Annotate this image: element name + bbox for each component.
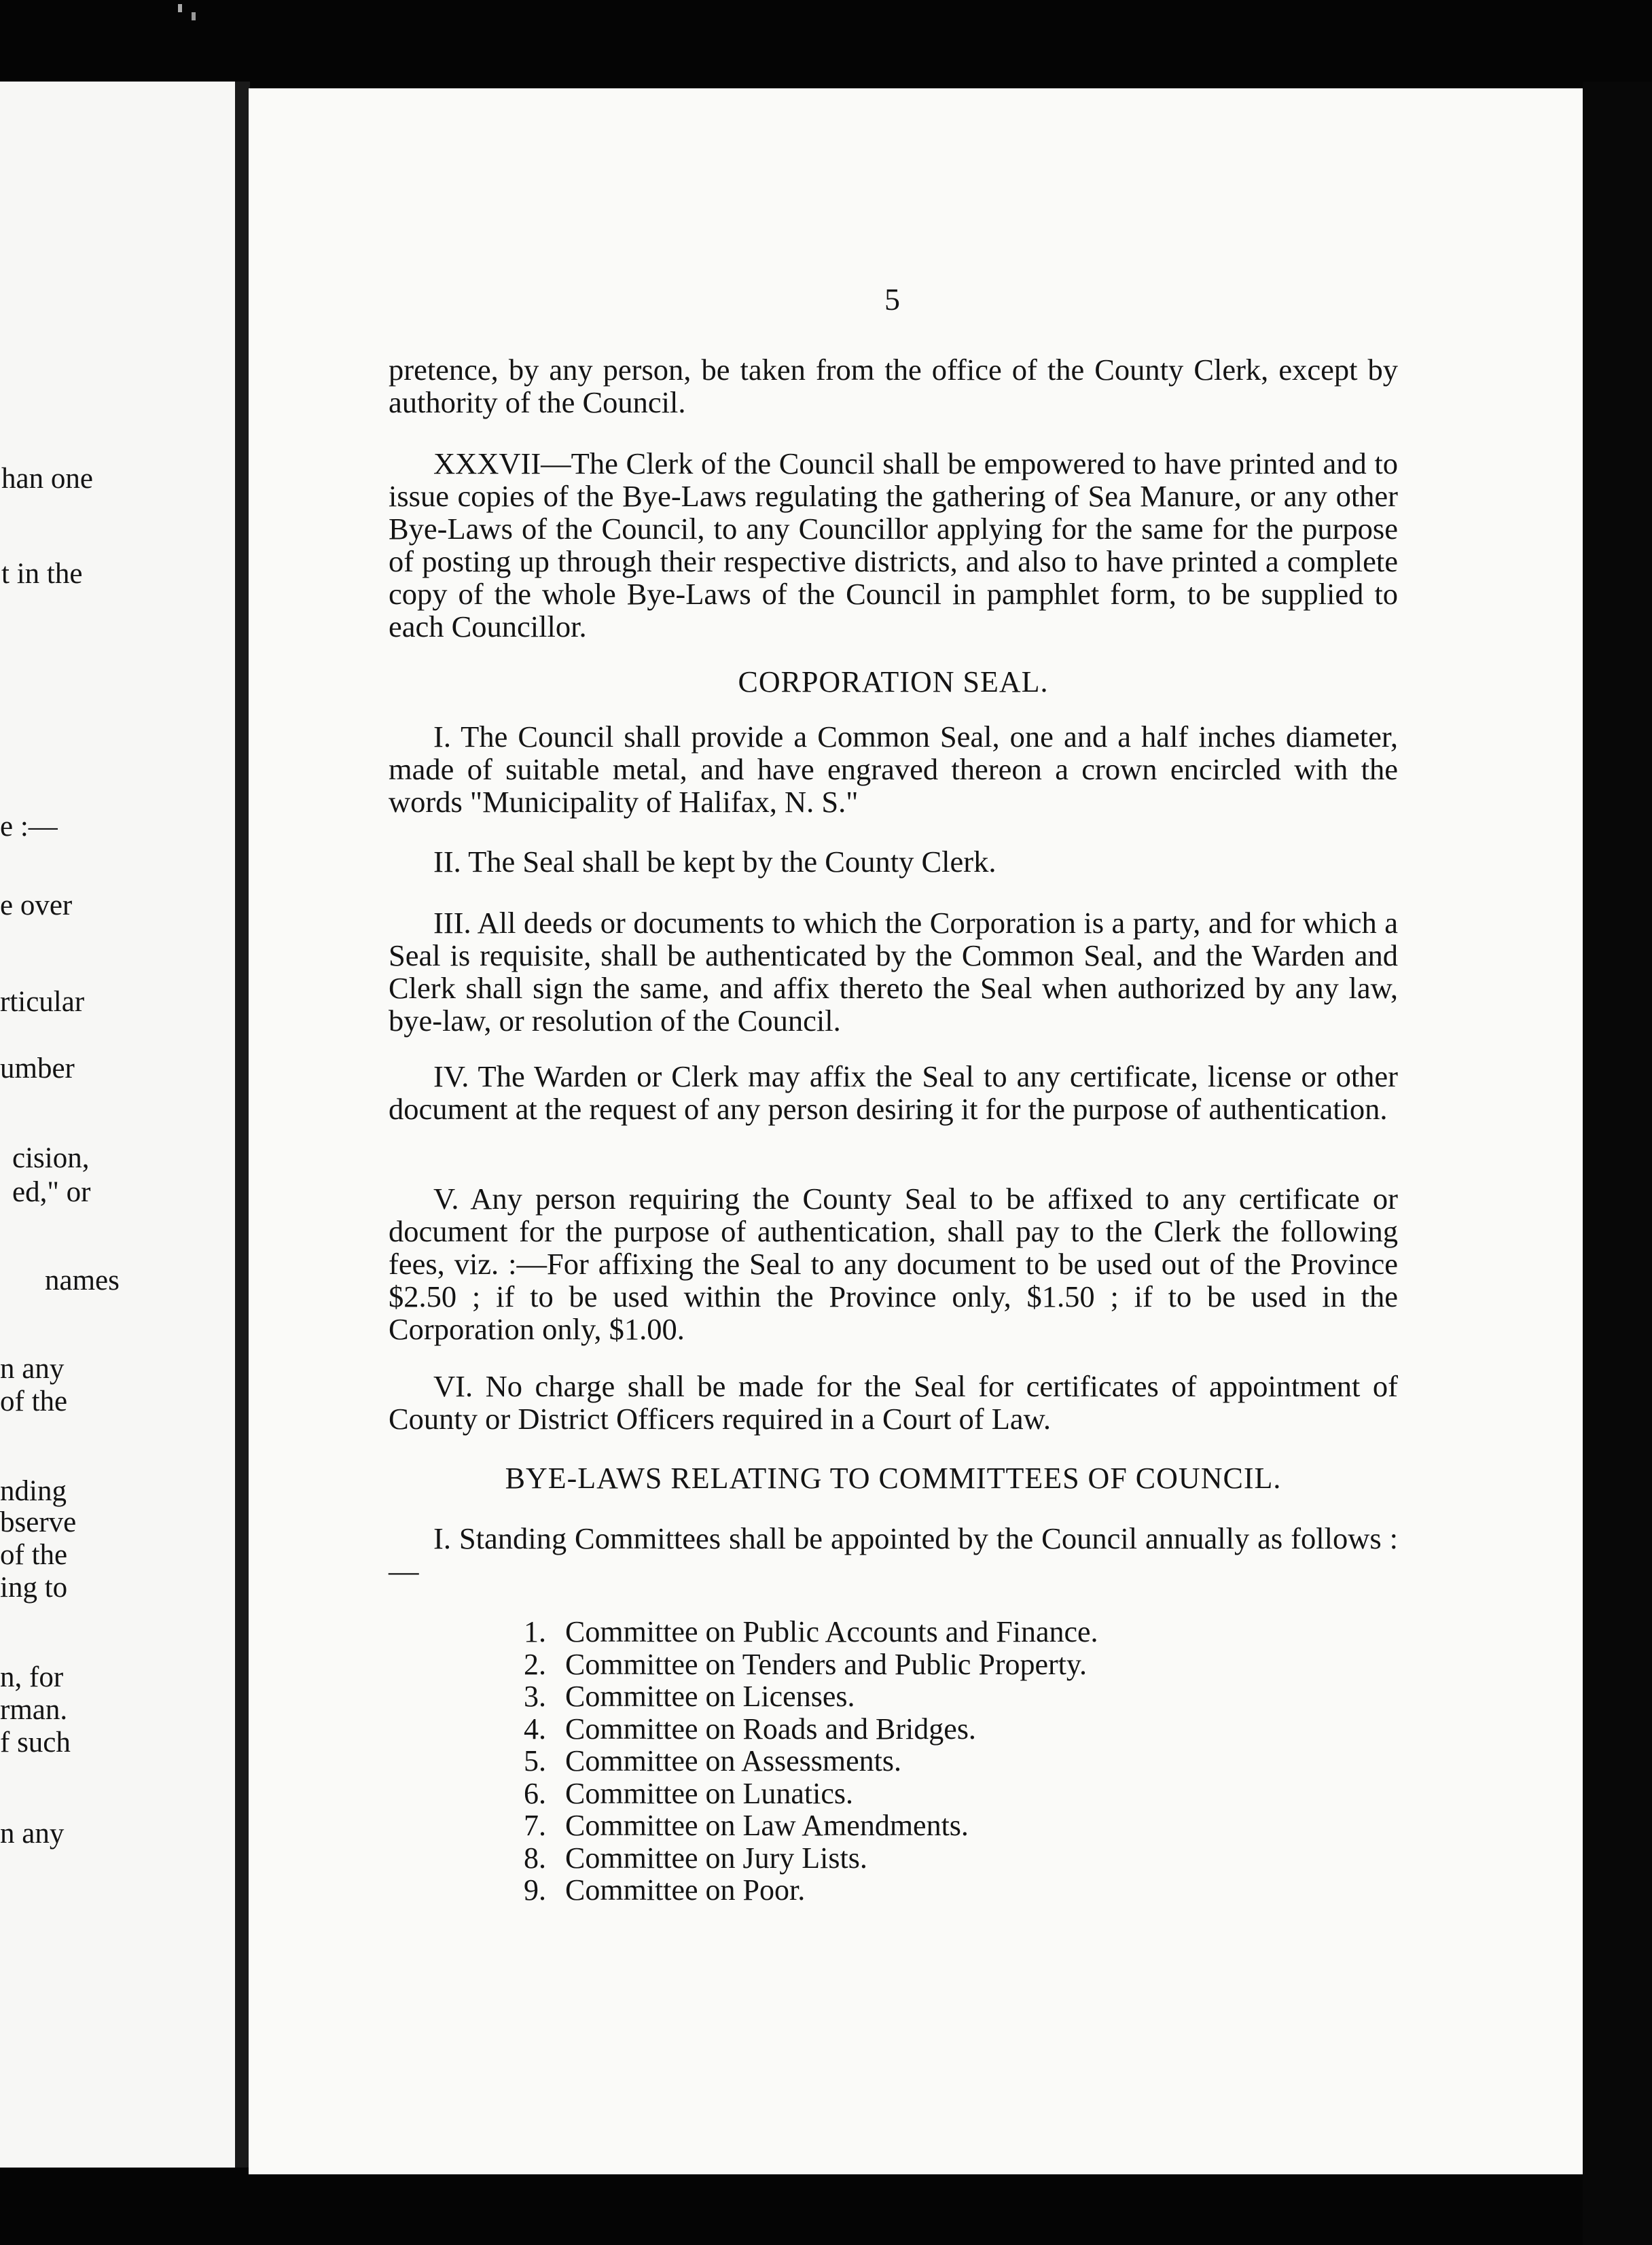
scan-speck [192, 12, 196, 20]
seal-clause-5: V. Any person requiring the County Seal to be affixed to any certificate or document for the purpose of authentication, shall pay to the Clerk the following fees, viz. :—For affixing the Seal to any document to be used out of the Province $2.50 ; if to be used within the Province only, $1.50 ; if to be used in the Corporation only, $1.00. [389, 1182, 1398, 1346]
list-number: 6. [524, 1776, 546, 1810]
page-number: 5 [884, 282, 900, 317]
committee-clause-1: I. Standing Committees shall be appointed by the Council annually as follows :— [389, 1521, 1398, 1588]
committee-list [489, 1616, 1098, 1907]
book-gutter [235, 82, 250, 2168]
left-fragment: of the [0, 1539, 68, 1571]
seal-clause-1: I. The Council shall provide a Common Seal, one and a half inches diameter, made of suitable metal, and have engraved thereon a crown encircled with the words "Municipality of Halifax, N. S." [389, 720, 1398, 819]
left-fragment: n, for [0, 1661, 64, 1693]
left-fragment: t in the [1, 558, 83, 590]
left-fragment: nding [0, 1475, 67, 1507]
list-item [489, 1778, 1098, 1810]
list-item [489, 1745, 1098, 1778]
left-fragment: f such [0, 1727, 71, 1758]
left-fragment: bserve [0, 1506, 77, 1538]
list-number: 1. [524, 1615, 546, 1648]
section-heading-corporation-seal: CORPORATION SEAL. [738, 665, 1049, 699]
list-item [489, 1680, 1098, 1713]
left-facing-page [0, 82, 239, 2168]
seal-clause-3: III. All deeds or documents to which the Corporation is a party, and for which a Seal is requisite, shall be authenticated by the Common Seal, and the Warden and Clerk shall sign the same, and affix thereto the Seal when authorized by any law, bye-law, or resolution of the Council. [389, 906, 1398, 1038]
list-text: Committee on Law Amendments. [565, 1809, 969, 1842]
list-number: 4. [524, 1712, 546, 1746]
list-text: Committee on Public Accounts and Finance. [565, 1615, 1098, 1648]
list-item [489, 1874, 1098, 1907]
left-fragment: e :— [0, 811, 58, 843]
section-heading-committees: BYE-LAWS RELATING TO COMMITTEES OF COUNCIL. [505, 1462, 1282, 1495]
paragraph-continuation: pretence, by any person, be taken from the office of the County Clerk, except by authority of the Council. [389, 353, 1398, 419]
left-fragment: cision, [12, 1142, 90, 1174]
left-fragment: rman. [0, 1694, 68, 1726]
list-item [489, 1809, 1098, 1842]
left-fragment: rticular [0, 986, 85, 1018]
left-fragment: han one [1, 463, 93, 495]
list-item [489, 1648, 1098, 1681]
list-item [489, 1713, 1098, 1746]
list-number: 8. [524, 1841, 546, 1875]
scan-speck [178, 4, 182, 12]
list-text: Committee on Lunatics. [565, 1776, 854, 1810]
paragraph-xxxvii: XXXVII—The Clerk of the Council shall be empowered to have printed and to issue copies of the Bye-Laws regulating the gathering of Sea Manure, or any other Bye-Laws of the Council, to any Councillor applying for the same for the purpose of posting up through their respective districts, and also to have printed a complete copy of the whole Bye-Laws of the Council in pamphlet form, to be supplied to each Councillor. [389, 446, 1398, 643]
left-fragment: names [45, 1265, 120, 1296]
left-fragment: of the [0, 1385, 68, 1417]
list-text: Committee on Assessments. [565, 1744, 901, 1778]
list-item [489, 1616, 1098, 1648]
seal-clause-6: VI. No charge shall be made for the Seal for certificates of appointment of County or District Officers required in a Court of Law. [389, 1369, 1398, 1436]
left-fragment: n any [0, 1353, 65, 1385]
list-number: 9. [524, 1873, 546, 1907]
left-fragment: ing to [0, 1572, 68, 1604]
list-number: 7. [524, 1809, 546, 1842]
list-number: 5. [524, 1744, 546, 1778]
scan-border [1583, 82, 1652, 2245]
list-text: Committee on Roads and Bridges. [565, 1712, 976, 1746]
seal-clause-4: IV. The Warden or Clerk may affix the Seal to any certificate, license or other document at the request of any person desiring it for the purpose of authentication. [389, 1059, 1398, 1126]
seal-clause-2: II. The Seal shall be kept by the County Clerk. [433, 845, 996, 879]
list-text: Committee on Licenses. [565, 1680, 855, 1713]
list-item [489, 1842, 1098, 1875]
left-fragment: n any [0, 1818, 65, 1850]
list-text: Committee on Poor. [565, 1873, 806, 1907]
list-text: Committee on Jury Lists. [565, 1841, 867, 1875]
left-fragment: ed," or [12, 1176, 91, 1208]
list-text: Committee on Tenders and Public Property. [565, 1647, 1088, 1681]
list-number: 2. [524, 1647, 546, 1681]
left-fragment: e over [0, 889, 73, 921]
list-number: 3. [524, 1680, 546, 1713]
left-fragment: umber [0, 1053, 75, 1084]
